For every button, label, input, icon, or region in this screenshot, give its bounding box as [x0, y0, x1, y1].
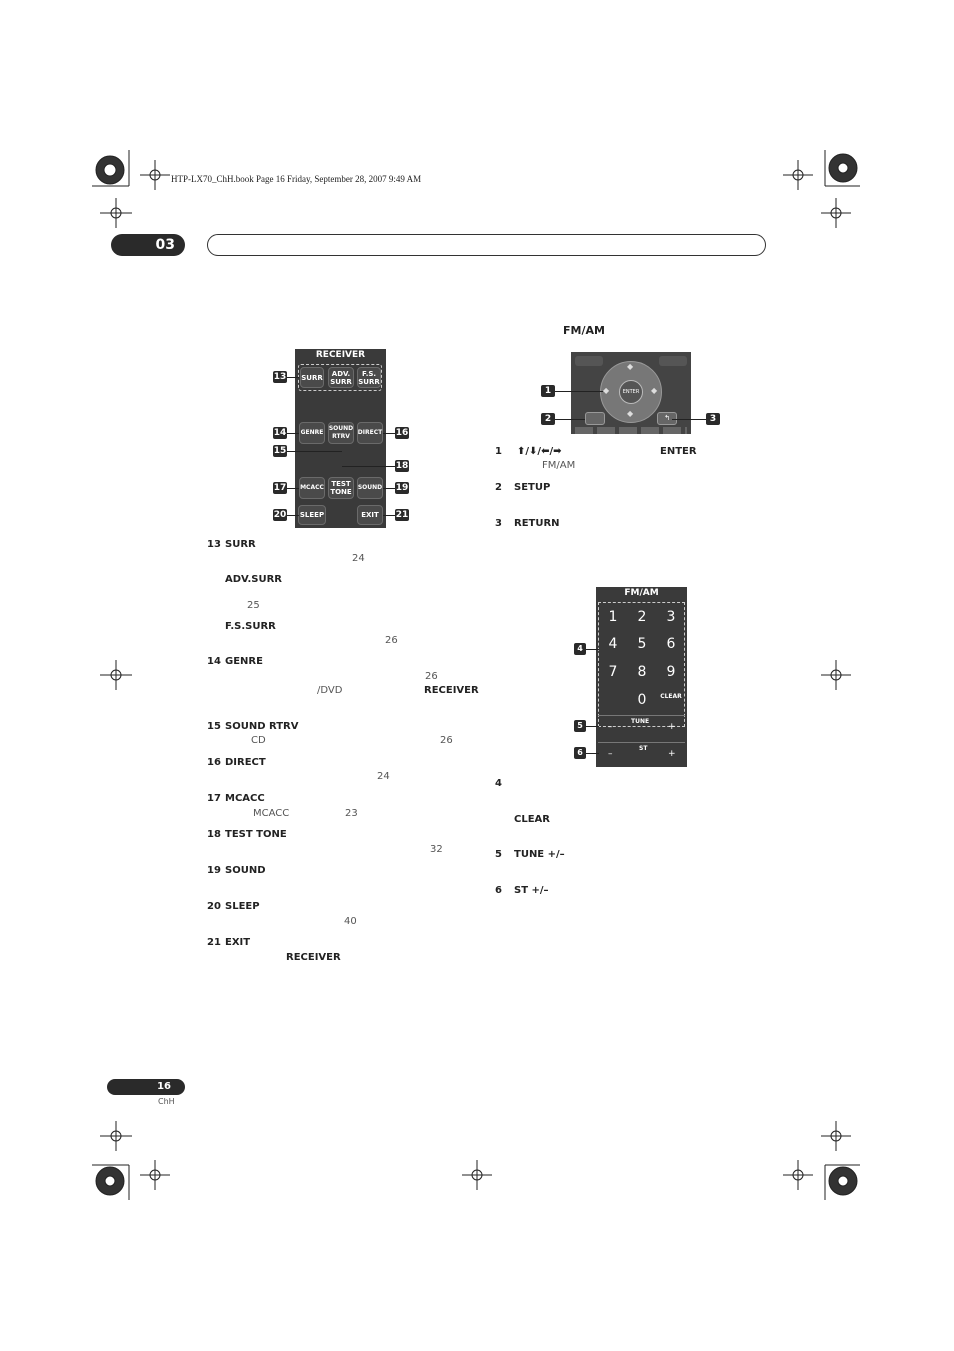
- test-tone-button[interactable]: TEST TONE: [328, 477, 354, 499]
- item-14-number: 14: [207, 656, 221, 667]
- arrow-down-icon: ◆: [627, 409, 634, 418]
- item-14-label: GENRE: [225, 656, 263, 667]
- tune-minus[interactable]: –: [608, 722, 613, 732]
- item-21-number: 21: [207, 937, 221, 948]
- callout-3: 3: [706, 413, 720, 425]
- key-9[interactable]: 9: [666, 664, 676, 680]
- item-15-number: 15: [207, 721, 221, 732]
- item-1-enter: ENTER: [660, 446, 697, 457]
- item-15-label: SOUND RTRV: [225, 721, 299, 732]
- item-19-label: SOUND: [225, 865, 266, 876]
- callout-line-1: [555, 391, 603, 392]
- callout-line-13: [287, 377, 299, 378]
- callout-6: 6: [574, 747, 586, 759]
- enter-button[interactable]: ENTER: [619, 380, 643, 404]
- callout-17: 17: [273, 483, 287, 493]
- exit-button[interactable]: EXIT: [357, 505, 383, 525]
- page-number-badge: 16: [107, 1079, 185, 1095]
- key-7[interactable]: 7: [608, 664, 618, 680]
- surr-button[interactable]: SURR: [300, 367, 324, 388]
- key-2[interactable]: 2: [637, 609, 647, 625]
- item-16-page-ref: 24: [377, 771, 390, 782]
- chapter-badge: 03: [111, 234, 185, 256]
- mcacc-button[interactable]: MCACC: [299, 477, 325, 499]
- item-14-dvd: /DVD: [317, 685, 343, 696]
- callout-21: 21: [395, 510, 409, 520]
- item-19-number: 19: [207, 865, 221, 876]
- item-17-page-ref: 23: [345, 808, 358, 819]
- genre-button[interactable]: GENRE: [299, 422, 325, 444]
- arrow-up-icon: ◆: [627, 362, 634, 371]
- key-4[interactable]: 4: [608, 636, 618, 652]
- item-1-arrows: ⬆/⬇/⬅/➡: [517, 446, 562, 457]
- key-3[interactable]: 3: [666, 609, 676, 625]
- item-6-label: ST +/–: [514, 885, 549, 896]
- page-language-code: ChH: [158, 1097, 175, 1106]
- key-8[interactable]: 8: [637, 664, 647, 680]
- callout-line-17: [287, 488, 299, 489]
- key-6[interactable]: 6: [666, 636, 676, 652]
- top-right-key: [659, 356, 687, 366]
- sound-rtrv-button[interactable]: SOUND RTRV: [328, 422, 354, 444]
- arrow-left-icon: ◆: [603, 386, 610, 395]
- callout-line-6: [586, 753, 599, 754]
- callout-line-2: [555, 419, 585, 420]
- callout-line-21: [383, 515, 395, 516]
- key-0[interactable]: 0: [637, 692, 647, 708]
- callout-13: 13: [273, 372, 287, 382]
- chapter-title-bar: [207, 234, 766, 256]
- callout-16: 16: [395, 428, 409, 438]
- item-2-number: 2: [495, 482, 502, 493]
- sound-button[interactable]: SOUND: [357, 477, 383, 499]
- item-17-number: 17: [207, 793, 221, 804]
- item-15-cd: CD: [251, 735, 266, 746]
- callout-line-18: [342, 466, 395, 467]
- callout-14: 14: [273, 428, 287, 438]
- receiver-remote-panel: [295, 349, 386, 528]
- item-1-number: 1: [495, 446, 502, 457]
- st-minus[interactable]: –: [608, 749, 613, 759]
- file-info: HTP-LX70_ChH.book Page 16 Friday, September 28, 2007 9:49 AM: [171, 174, 422, 184]
- navigation-remote-panel: [571, 352, 691, 434]
- callout-line-3: [672, 419, 706, 420]
- setup-button[interactable]: [585, 412, 605, 425]
- item-20-number: 20: [207, 901, 221, 912]
- callout-19: 19: [395, 483, 409, 493]
- item-17-mcacc: MCACC: [253, 808, 290, 819]
- adv-surr-button[interactable]: ADV. SURR: [328, 367, 354, 388]
- item-18-label: TEST TONE: [225, 829, 287, 840]
- item-20-page-ref: 40: [344, 916, 357, 927]
- callout-2: 2: [541, 413, 555, 425]
- fmam-section-heading: FM/AM: [563, 324, 605, 337]
- key-1[interactable]: 1: [608, 609, 618, 625]
- item-4-number: 4: [495, 778, 502, 789]
- item-14-receiver: RECEIVER: [424, 685, 479, 696]
- item-21-receiver: RECEIVER: [286, 952, 341, 963]
- adv-surr-label: ADV.SURR: [225, 574, 283, 585]
- callout-line-14: [287, 433, 299, 434]
- sleep-button[interactable]: SLEEP: [298, 505, 326, 525]
- fmam-remote-panel: [596, 587, 687, 767]
- item-21-label: EXIT: [225, 937, 251, 948]
- item-13-label: SURR: [225, 539, 256, 550]
- fs-surr-label: F.S.SURR: [225, 621, 276, 632]
- st-rocker[interactable]: [598, 742, 685, 767]
- item-4-clear: CLEAR: [514, 814, 550, 825]
- item-1-fmam: FM/AM: [542, 460, 576, 471]
- fs-surr-page-ref: 26: [385, 635, 398, 646]
- return-button[interactable]: ↰: [657, 412, 677, 425]
- callout-18: 18: [395, 461, 409, 471]
- item-3-number: 3: [495, 518, 502, 529]
- item-5-label: TUNE +/–: [514, 849, 565, 860]
- item-13-page-ref: 24: [352, 553, 365, 564]
- callout-5: 5: [574, 720, 586, 732]
- item-18-page-ref: 32: [430, 844, 443, 855]
- top-left-key: [575, 356, 603, 366]
- item-20-label: SLEEP: [225, 901, 260, 912]
- item-2-label: SETUP: [514, 482, 551, 493]
- item-5-number: 5: [495, 849, 502, 860]
- item-16-label: DIRECT: [225, 757, 266, 768]
- item-3-label: RETURN: [514, 518, 560, 529]
- callout-line-16: [383, 433, 395, 434]
- direct-button[interactable]: DIRECT: [357, 422, 383, 444]
- adv-surr-page-ref: 25: [247, 600, 260, 611]
- st-plus[interactable]: +: [668, 749, 676, 759]
- item-17-label: MCACC: [225, 793, 265, 804]
- fs-surr-button[interactable]: F.S. SURR: [357, 367, 381, 388]
- tune-label: TUNE: [631, 718, 650, 725]
- callout-line-4: [586, 649, 599, 650]
- key-5[interactable]: 5: [637, 636, 647, 652]
- arrow-right-icon: ◆: [651, 386, 658, 395]
- callout-15: 15: [273, 446, 287, 456]
- receiver-panel-title: RECEIVER: [315, 350, 366, 360]
- callout-line-15: [287, 451, 342, 452]
- tune-rocker[interactable]: [598, 715, 685, 740]
- bottom-keys: [575, 427, 687, 434]
- clear-button[interactable]: CLEAR: [660, 693, 682, 700]
- item-18-number: 18: [207, 829, 221, 840]
- fmam-panel-title: FM/AM: [624, 588, 659, 598]
- st-label: ST: [639, 745, 648, 752]
- callout-1: 1: [541, 385, 555, 397]
- callout-4: 4: [574, 643, 586, 655]
- item-13-number: 13: [207, 539, 221, 550]
- item-6-number: 6: [495, 885, 502, 896]
- tune-plus[interactable]: +: [668, 722, 676, 732]
- callout-line-5: [586, 726, 599, 727]
- item-16-number: 16: [207, 757, 221, 768]
- item-14-page-ref: 26: [425, 671, 438, 682]
- callout-line-20: [287, 515, 299, 516]
- item-15-page-ref: 26: [440, 735, 453, 746]
- callout-20: 20: [273, 510, 287, 520]
- callout-line-19: [383, 488, 395, 489]
